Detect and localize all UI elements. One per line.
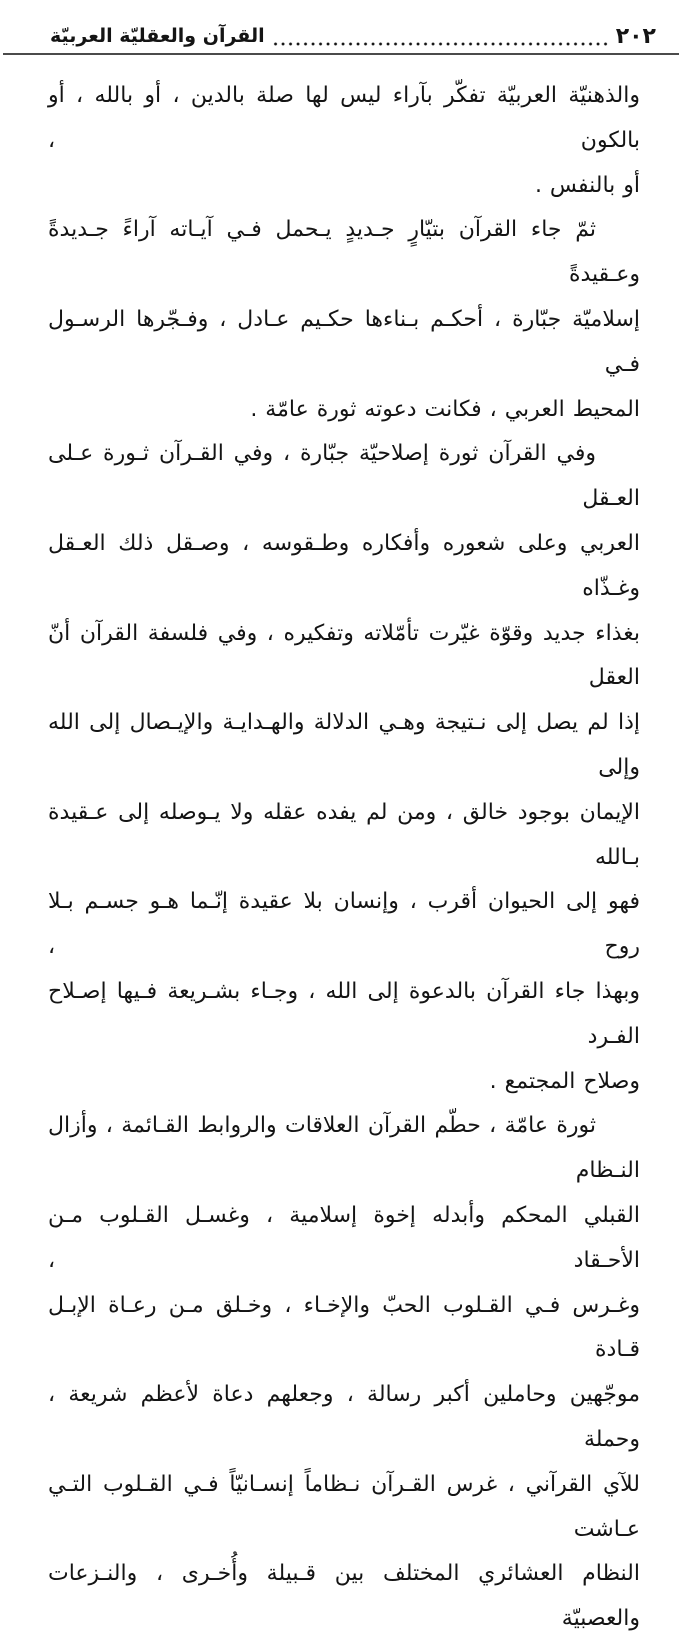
running-title: القرآن والعقليّة العربيّة xyxy=(50,25,265,48)
text-line: إسلاميّة جبّارة ، أحكـم بـناءها حكـيم عـادل ، وفـجّرها الرسـول فـي xyxy=(48,306,640,377)
text-line: إذا لم يصل إلى نـتيجة وهـي الدلالة والهـدايـة والإيـصال إلى الله وإلى xyxy=(48,710,640,780)
text-line: فهو إلى الحيوان أقرب ، وإنسان بلا عقيدة إنّـما هـو جسـم بـلا روح ، xyxy=(48,889,640,960)
page-header xyxy=(0,0,682,48)
paragraph xyxy=(48,208,640,432)
text-line: وصلاح المجتمع . xyxy=(489,1068,640,1094)
text-line: بغذاء جديد وقوّة غيّرت تأمّلاته وتفكيره ، وفي فلسفة القرآن أنّ العقل xyxy=(48,620,640,691)
text-line: النظام العشائري المختلف بين قـبيلة وأُخـرى ، والنـزعات والعصبيّة xyxy=(48,1561,640,1632)
text-line: ثمّ جاء القرآن بتيّارٍ جـديدٍ يـحمل فـي آيـاته آراءً جـديدةً وعـقيدةً xyxy=(48,217,640,288)
dot-leader xyxy=(270,30,611,48)
text-line: الإيمان بوجود خالق ، ومن لم يفده عقله ولا يـوصله إلى عـقيدة بـالله xyxy=(48,799,640,870)
text-line: وبهذا جاء القرآن بالدعوة إلى الله ، وجـاء بشـريعة فـيها إصـلاح الفـرد xyxy=(48,978,640,1049)
text-line: المحيط العربي ، فكانت دعوته ثورة عامّة . xyxy=(250,396,640,422)
text-line: العربي وعلى شعوره وأفكاره وطـقوسه ، وصـقل ذلك العـقل وغـذّاه xyxy=(48,530,640,601)
page-number: ٢٠٢ xyxy=(615,24,656,49)
body-text xyxy=(0,55,682,1642)
paragraph xyxy=(48,432,640,1104)
text-line: موجّهين وحاملين أكبر رسالة ، وجعلهم دعاة لأعظم شريعة ، وحملة xyxy=(48,1382,640,1452)
text-line: أو بالنفس . xyxy=(534,172,640,198)
text-line: للآي القرآني ، غرس القـرآن نـظاماً إنسـانيّاً فـي القـلوب التـي عـاشت xyxy=(48,1471,640,1542)
text-line: وغـرس فـي القـلوب الحبّ والإخـاء ، وخـلق مـن رعـاة الإبـل قـادة xyxy=(48,1292,640,1363)
text-line: والذهنيّة العربيّة تفكّر بآراء ليس لها صلة بالدين ، أو بالله ، أو بالكون ، xyxy=(48,83,640,153)
paragraph xyxy=(48,1104,640,1642)
paragraph xyxy=(48,74,640,208)
text-line: ثورة عامّة ، حطّم القرآن العلاقات والروابط القـائمة ، وأزال النـظام xyxy=(48,1113,640,1184)
text-line: القبلي المحكم وأبدله إخوة إسلامية ، وغسـل القـلوب مـن الأحـقاد ، xyxy=(48,1202,640,1273)
text-line: وفي القرآن ثورة إصلاحيّة جبّارة ، وفي القـرآن ثـورة عـلى العـقل xyxy=(48,441,640,512)
